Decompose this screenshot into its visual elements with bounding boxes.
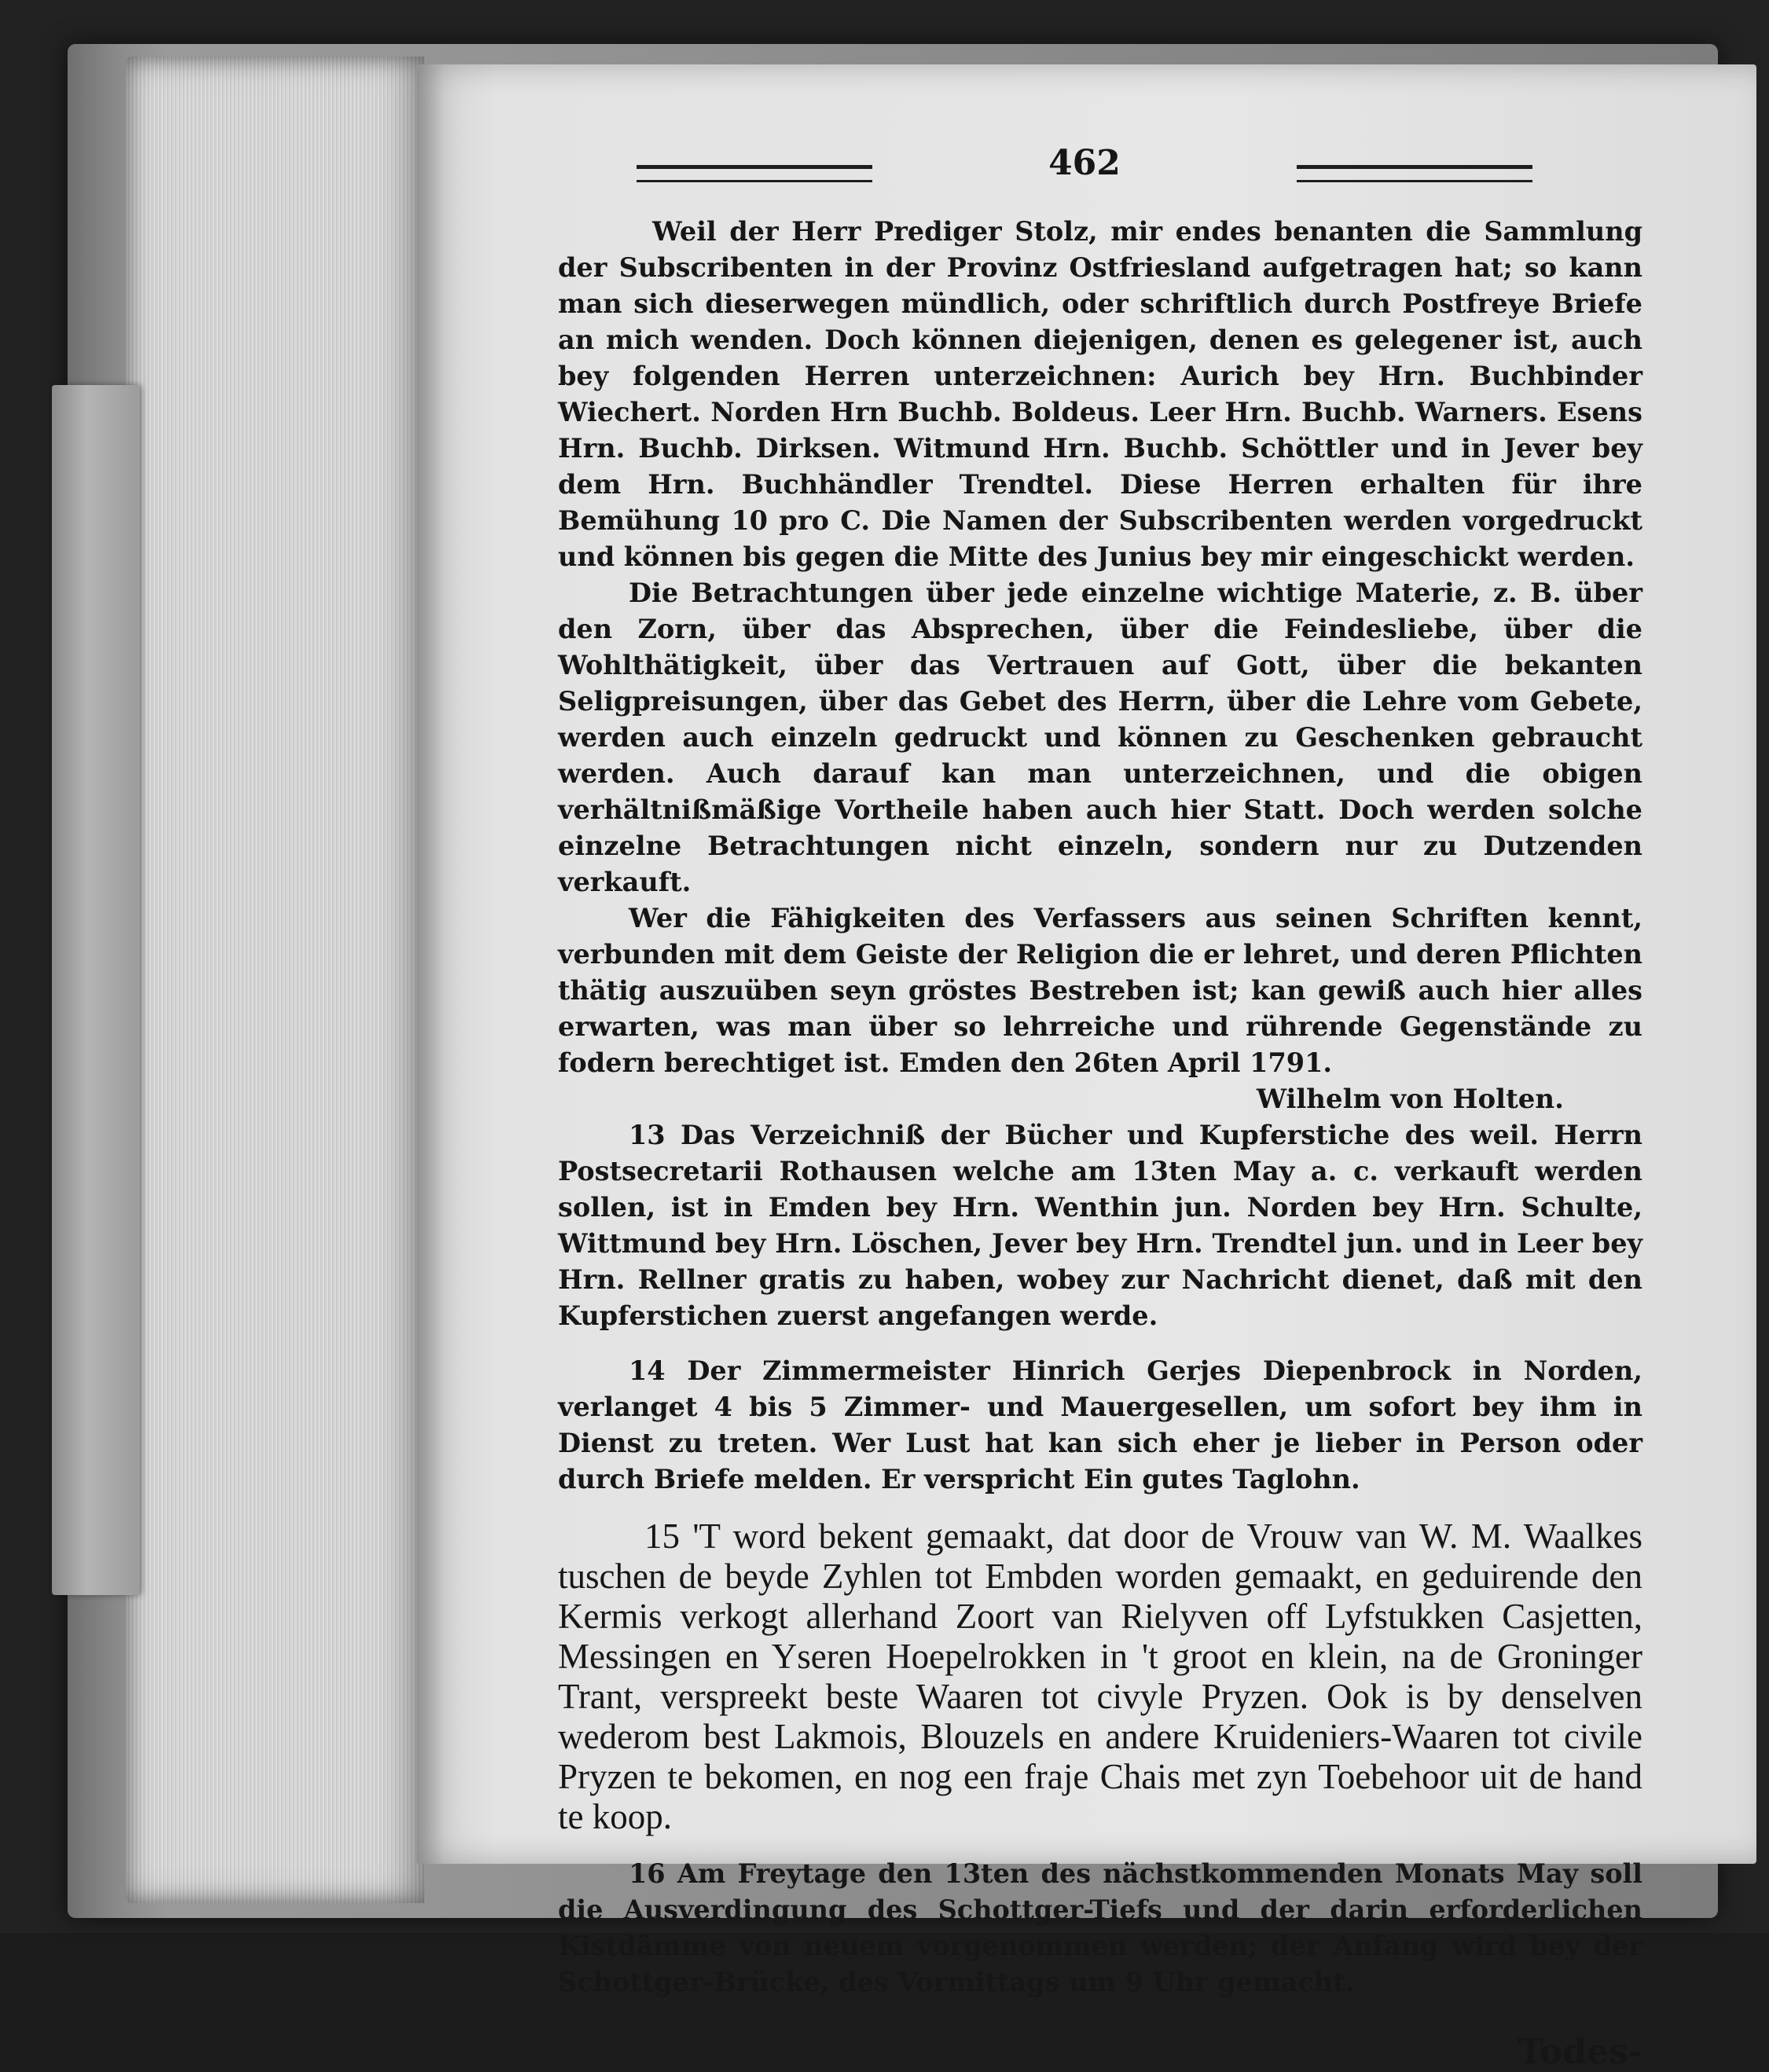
paragraph-verfasser: Wer die Fähigkeiten des Verfassers aus seinen Schriften kennt, verbunden mit dem Geiste der Religion die er lehret, und deren Pflichten thätig auszuüben seyn gröstes Bestreben ist; kan gewiß auch hier alles erwarten, was man über so lehrreiche und rührende Gegenstände zu fodern berechtiget ist. Emden den 26ten April 1791. [558, 903, 1642, 1078]
notice-14: 14 Der Zimmermeister Hinrich Gerjes Diepenbrock in Norden, verlanget 4 bis 5 Zimmer- und Mauergesellen, um sofort bey ihm in Dienst zu treten. Wer Lust hat kan sich eher je lieber in Person oder durch Briefe melden. Er verspricht Ein gutes Taglohn. [558, 1355, 1642, 1494]
signature: Wilhelm von Holten. [1256, 1084, 1564, 1115]
spacer [558, 1334, 1642, 1353]
spacer [558, 1837, 1642, 1856]
notice-15-dutch: 15 'T word bekent gemaakt, dat door de Vrouw van W. M. Waalkes tuschen de beyde Zyhlen tot Embden worden gemaakt, en geduirende den Kermis verkogt allerhand Zoort van Rielyven off Lyfstukken Casjetten, Messingen en Yseren Hoepelrokken in 't groot en klein, na de Groninger Trant, verspreekt beste Waaren tot civyle Pryzen. Ook is by denselven wederom best Lakmois, Blouzels en andere Kruideniers-Waaren tot civile Pryzen te bekomen, en nog een fraje Chais met zyn Toebehoor uit de hand te koop. [558, 1516, 1642, 1836]
page-edges [126, 57, 424, 1903]
spacer [558, 1498, 1642, 1516]
header-rule-right [1297, 165, 1532, 182]
printed-page [417, 64, 1756, 2072]
page-number: 462 [1048, 143, 1121, 183]
bookmark-ribbon [52, 385, 140, 1595]
paragraph-betrachtungen: Die Betrachtungen über jede einzelne wichtige Materie, z. B. über den Zorn, über das Absprechen, über die Feindesliebe, über die Wohlthätigkeit, über das Vertrauen auf Gott, über die bekanten Seligpreisungen, über das Gebet des Herrn, über die Lehre vom Gebete, werden auch einzeln gedruckt und können zu Geschenken gebraucht werden. Auch darauf kan man unterzeichnen, und die obigen verhältnißmäßige Vortheile haben auch hier Statt. Doch werden solche einzelne Betrachtungen nicht einzeln, sondern nur zu Dutzenden verkauft. [558, 578, 1642, 897]
paragraph-subscription: Weil der Herr Prediger Stolz, mir endes benanten die Sammlung der Subscribenten in der Provinz Ostfriesland aufgetragen hat; so kann man sich dieserwegen mündlich, oder schriftlich durch Postfreye Briefe an mich wenden. Doch können diejenigen, denen es gelegener ist, auch bey folgenden Herren unterzeichnen: Aurich bey Hrn. Buchbinder Wiechert. Norden Hrn Buchb. Boldeus. Leer Hrn. Buchb. Warners. Esens Hrn. Buchb. Dirksen. Witmund Hrn. Buchb. Schöttler und in Jever bey dem Hrn. Buchhändler Trendtel. Diese Herren erhalten für ihre Bemühung 10 pro C. Die Namen der Subscribenten werden vorgedruckt und können bis gegen die Mitte des Junius bey mir eingeschickt werden. [558, 216, 1642, 572]
page-header [558, 143, 1642, 190]
page-content [558, 143, 1642, 2072]
notice-16: 16 Am Freytage den 13ten des nächstkommenden Monats May soll die Ausverdingung des Schottger-Tiefs und der darin erforderlichen Kistdämme von neuem vorgenommen werden; der Anfang wird bey der Schottger-Brücke, des Vormittags um 9 Uhr gemacht. [558, 1858, 1642, 1997]
catchword: Todes- [1518, 2032, 1642, 2072]
notice-13: 13 Das Verzeichniß der Bücher und Kupferstiche des weil. Herrn Postsecretarii Rothausen welche am 13ten May a. c. verkauft werden sollen, ist in Emden bey Hrn. Wenthin jun. Norden bey Hrn. Schulte, Wittmund bey Hrn. Löschen, Jever bey Hrn. Trendtel jun. und in Leer bey Hrn. Rellner gratis zu haben, wobey zur Nachricht dienet, daß mit den Kupferstichen zuerst angefangen werde. [558, 1120, 1642, 1331]
